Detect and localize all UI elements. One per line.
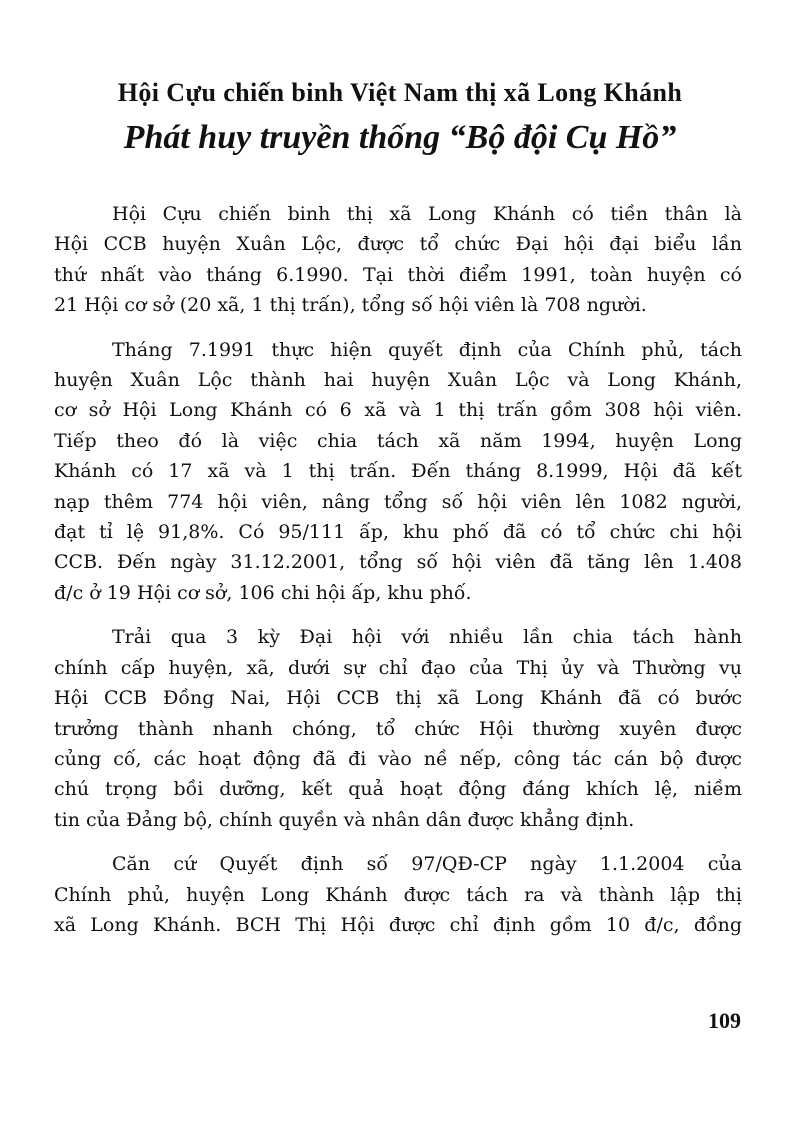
paragraph-line: củng cố, các hoạt động đã đi vào nề nếp, công tác cán bộ được — [54, 747, 742, 770]
paragraph-line: tin của Đảng bộ, chính quyền và nhân dân được khẳng định. — [54, 808, 635, 831]
paragraph-line: chú trọng bồi dưỡng, kết quả hoạt động đáng khích lệ, niềm — [54, 778, 742, 801]
paragraph-line: Khánh có 17 xã và 1 thị trấn. Đến tháng 8.1999, Hội đã kết — [54, 460, 742, 483]
paragraph-line: thứ nhất vào tháng 6.1990. Tại thời điểm 1991, toàn huyện có — [54, 263, 742, 286]
paragraph-3 — [54, 622, 742, 835]
paragraph-line: Trải qua 3 kỳ Đại hội với nhiều lần chia tách hành — [112, 626, 742, 649]
paragraph-line: đ/c ở 19 Hội cơ sở, 106 chi hội ấp, khu phố. — [54, 581, 472, 604]
heading-organization: Hội Cựu chiến binh Việt Nam thị xã Long Khánh — [117, 78, 683, 107]
paragraph-1 — [54, 199, 742, 321]
paragraph-line: Chính phủ, huyện Long Khánh được tách ra và thành lập thị — [54, 883, 742, 906]
article-heading — [40, 76, 760, 160]
paragraph-line: huyện Xuân Lộc thành hai huyện Xuân Lộc và Long Khánh, — [54, 369, 742, 392]
article-body — [54, 199, 742, 954]
heading-title: Phát huy truyền thống “Bộ đội Cụ Hồ” — [123, 119, 677, 156]
paragraph-line: cơ sở Hội Long Khánh có 6 xã và 1 thị trấn gồm 308 hội viên. — [54, 399, 742, 422]
paragraph-line: Hội Cựu chiến binh thị xã Long Khánh có tiền thân là — [112, 203, 742, 225]
paragraph-line: 21 Hội cơ sở (20 xã, 1 thị trấn), tổng số hội viên là 708 người. — [54, 294, 647, 317]
paragraph-line: Tháng 7.1991 thực hiện quyết định của Chính phủ, tách — [112, 338, 742, 361]
paragraph-line: nạp thêm 774 hội viên, nâng tổng số hội viên lên 1082 người, — [54, 490, 742, 513]
paragraph-4 — [54, 849, 742, 940]
paragraph-line: Hội CCB Đồng Nai, Hội CCB thị xã Long Khánh đã có bước — [54, 687, 742, 710]
paragraph-line: CCB. Đến ngày 31.12.2001, tổng số hội viên đã tăng lên 1.408 — [54, 551, 742, 574]
paragraph-line: xã Long Khánh. BCH Thị Hội được chỉ định gồm 10 đ/c, đồng — [54, 913, 742, 936]
page-number: 109 — [708, 1008, 741, 1033]
paragraph-line: Tiếp theo đó là việc chia tách xã năm 1994, huyện Long — [54, 429, 742, 452]
paragraph-2 — [54, 335, 742, 609]
paragraph-line: Căn cứ Quyết định số 97/QĐ-CP ngày 1.1.2004 của — [112, 853, 742, 876]
paragraph-line: đạt tỉ lệ 91,8%. Có 95/111 ấp, khu phố đã có tổ chức chi hội — [54, 521, 742, 544]
paragraph-line: Hội CCB huyện Xuân Lộc, được tổ chức Đại hội đại biểu lần — [54, 233, 742, 256]
paragraph-line: trưởng thành nhanh chóng, tổ chức Hội thường xuyên được — [54, 717, 742, 740]
paragraph-line: chính cấp huyện, xã, dưới sự chỉ đạo của Thị ủy và Thường vụ — [54, 656, 742, 679]
